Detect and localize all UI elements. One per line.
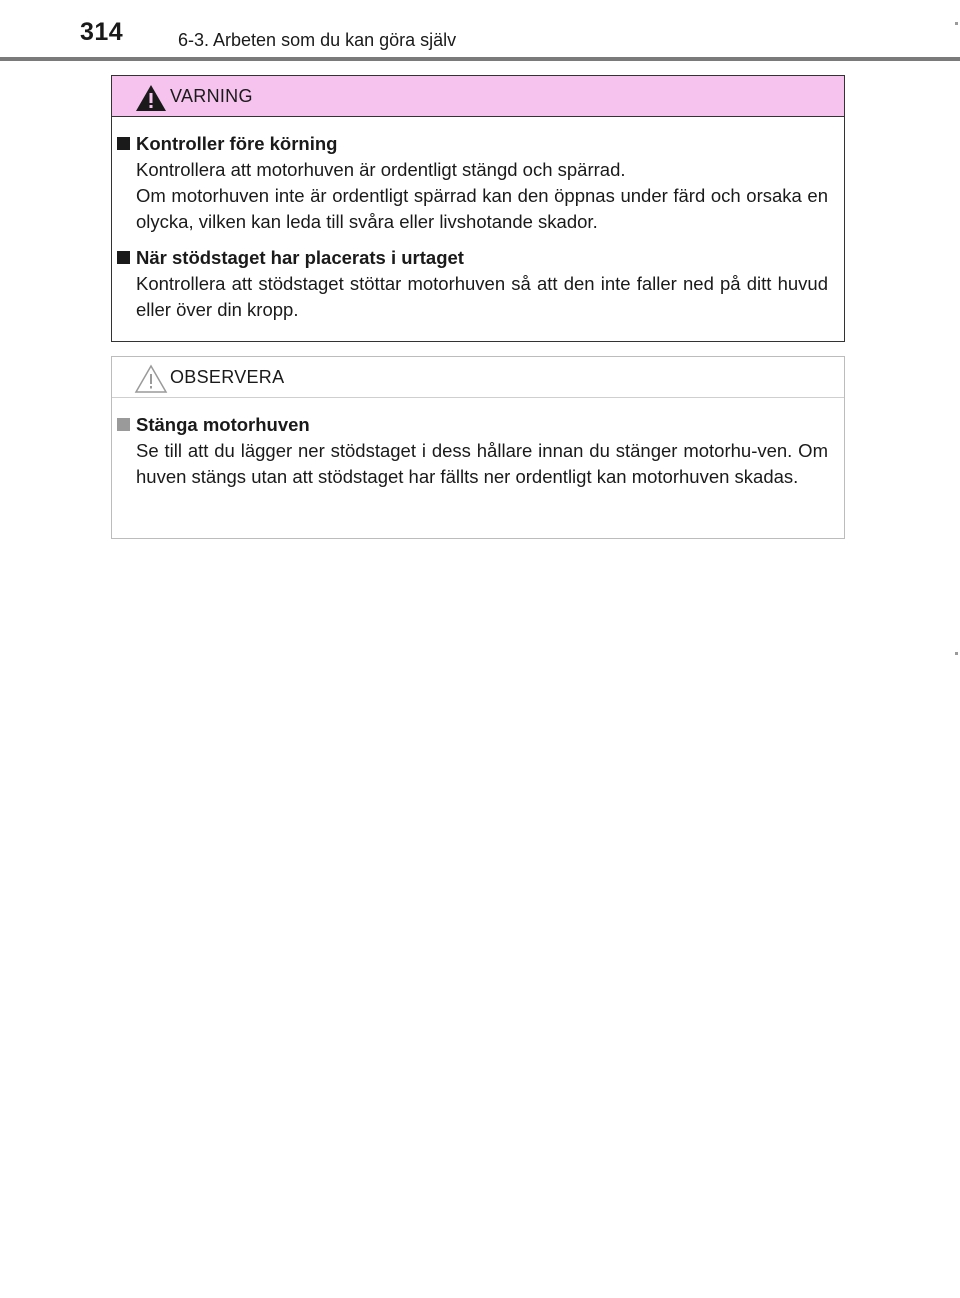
warning-header <box>112 76 844 117</box>
notice-body <box>112 398 844 490</box>
section-title: 6-3. Arbeten som du kan göra själv <box>178 30 457 50</box>
warning-triangle-icon <box>134 83 168 113</box>
paragraph: Kontrollera att motorhuven är ordentligt stängd och spärrad. <box>136 159 626 180</box>
square-bullet-icon <box>117 251 130 264</box>
notice-item-title <box>112 412 828 438</box>
notice-label: OBSERVERA <box>170 367 285 387</box>
notice-item <box>112 412 828 490</box>
notice-item-title-text: Stänga motorhuven <box>136 414 310 435</box>
warning-item-title-text: Kontroller före körning <box>136 133 338 154</box>
paragraph: Kontrollera att stödstaget stöttar motorhuven så att den inte faller ned på ditt huvud eller över din kropp. <box>136 273 828 320</box>
paragraph: Om motorhuven inte är ordentligt spärrad kan den öppnas under färd och orsaka en olycka, vilken kan leda till svåra eller livshotande skador. <box>136 185 828 232</box>
warning-item-text <box>112 271 828 323</box>
warning-box <box>111 75 845 342</box>
notice-item-text <box>112 438 828 490</box>
warning-body <box>112 117 844 323</box>
warning-item-title <box>112 245 828 271</box>
header-rule <box>0 57 960 61</box>
warning-item <box>112 245 828 323</box>
square-bullet-icon <box>117 137 130 150</box>
crop-mark <box>955 22 958 25</box>
crop-mark <box>955 652 958 655</box>
notice-header <box>112 357 844 398</box>
warning-item <box>112 131 828 235</box>
warning-item-title-text: När stödstaget har placerats i urtaget <box>136 247 464 268</box>
square-bullet-icon <box>117 418 130 431</box>
notice-box <box>111 356 845 539</box>
paragraph: Se till att du lägger ner stödstaget i dess hållare innan du stänger motorhu-ven. Om huven stängs utan att stödstaget har fällts ner ordentligt kan motorhuven skadas. <box>136 440 828 487</box>
page-header <box>0 0 960 62</box>
warning-item-title <box>112 131 828 157</box>
warning-item-text <box>112 157 828 235</box>
page-number: 314 <box>80 18 124 46</box>
caution-triangle-outline-icon <box>134 364 168 394</box>
warning-label: VARNING <box>170 86 253 106</box>
